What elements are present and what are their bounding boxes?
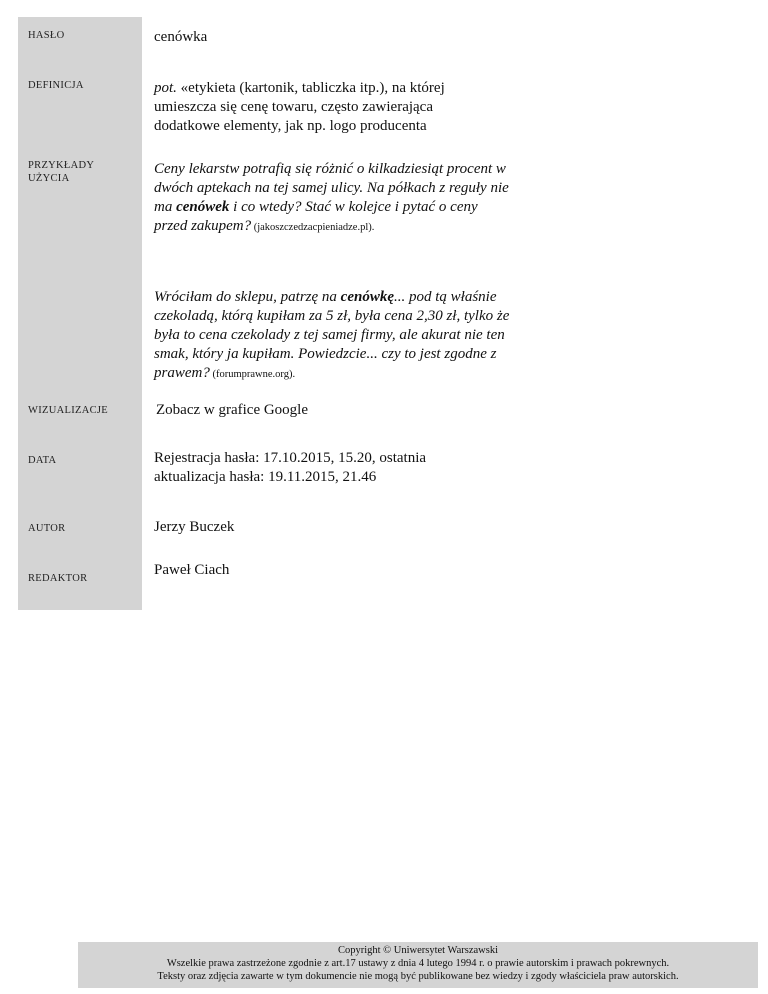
definition-text-block bbox=[154, 79, 484, 136]
editor-value: Paweł Ciach bbox=[154, 562, 230, 578]
row-visualizations bbox=[18, 392, 658, 442]
dictionary-entry-table bbox=[18, 17, 658, 610]
example-source-2: (forumprawne.org). bbox=[209, 369, 296, 380]
definition-text: «etykieta (kartonik, tabliczka itp.), na której umieszcza się cenę towaru, często zawierająca dodatkowe elementy, jak np. logo producenta bbox=[154, 80, 445, 134]
footer-copyright: Copyright © Uniwersytet Warszawski bbox=[337, 945, 499, 956]
footer-rights: Wszelkie prawa zastrzeżone zgodnie z art.17 ustawy z dnia 4 lutego 1994 r. o prawie autorskim i prawach pokrewnych. bbox=[166, 958, 670, 969]
copyright-footer bbox=[78, 942, 758, 988]
definition-register: pot. bbox=[154, 80, 177, 96]
date-line-2: aktualizacja hasła: 19.11.2015, 21.46 bbox=[154, 469, 377, 485]
definition-value bbox=[142, 67, 658, 147]
usage-examples-value bbox=[142, 147, 658, 392]
label-editor: REDAKTOR bbox=[18, 560, 142, 610]
row-headword bbox=[18, 17, 658, 67]
label-usage-examples: PRZYKŁADY UŻYCIA bbox=[18, 147, 142, 392]
google-images-link[interactable]: Zobacz w grafice Google bbox=[156, 402, 309, 418]
date-line-1: Rejestracja hasła: 17.10.2015, 15.20, ostatnia bbox=[154, 450, 427, 466]
example-source-1: (jakoszczedzacpieniadze.pl). bbox=[251, 222, 375, 233]
author-value: Jerzy Buczek bbox=[154, 519, 235, 535]
row-definition bbox=[18, 67, 658, 147]
example-highlight-2: cenówkę bbox=[340, 289, 394, 305]
usage-example-1: Ceny lekarstw potrafią się różnić o kilkadziesiąt procent w dwóch aptekach na tej samej ulicy. Na półkach z reguły nie ma cenówek i co wtedy? Stać w kolejce i pytać o ceny przed zakupem? (jakoszczedzacpieniadze.pl). bbox=[154, 161, 509, 234]
label-date: DATA bbox=[18, 442, 142, 510]
row-date bbox=[18, 442, 658, 510]
example-highlight-1: cenówek bbox=[176, 199, 230, 215]
date-value bbox=[142, 442, 658, 510]
usage-example-2: Wróciłam do sklepu, patrzę na cenówkę... pod tą właśnie czekoladą, którą kupiłam za 5 zł, była cena 2,30 zł, tylko że była to cena czekolady z tej samej firmy, ale akurat nie ten smak, który ja kupiłam. Powiedzcie... czy to jest zgodne z prawem? (forumprawne.org). bbox=[154, 289, 510, 381]
label-author: AUTOR bbox=[18, 510, 142, 560]
row-editor bbox=[18, 560, 658, 610]
label-visualizations: WIZUALIZACJE bbox=[18, 392, 142, 442]
row-author bbox=[18, 510, 658, 560]
row-usage-examples bbox=[18, 147, 658, 392]
label-definition: DEFINICJA bbox=[18, 67, 142, 147]
footer-notice: Teksty oraz zdjęcia zawarte w tym dokumencie nie mogą być publikowane bez wiedzy i zgody właściciela praw autorskich. bbox=[157, 971, 679, 982]
label-headword: HASŁO bbox=[18, 17, 142, 67]
headword-value: cenówka bbox=[154, 29, 208, 45]
